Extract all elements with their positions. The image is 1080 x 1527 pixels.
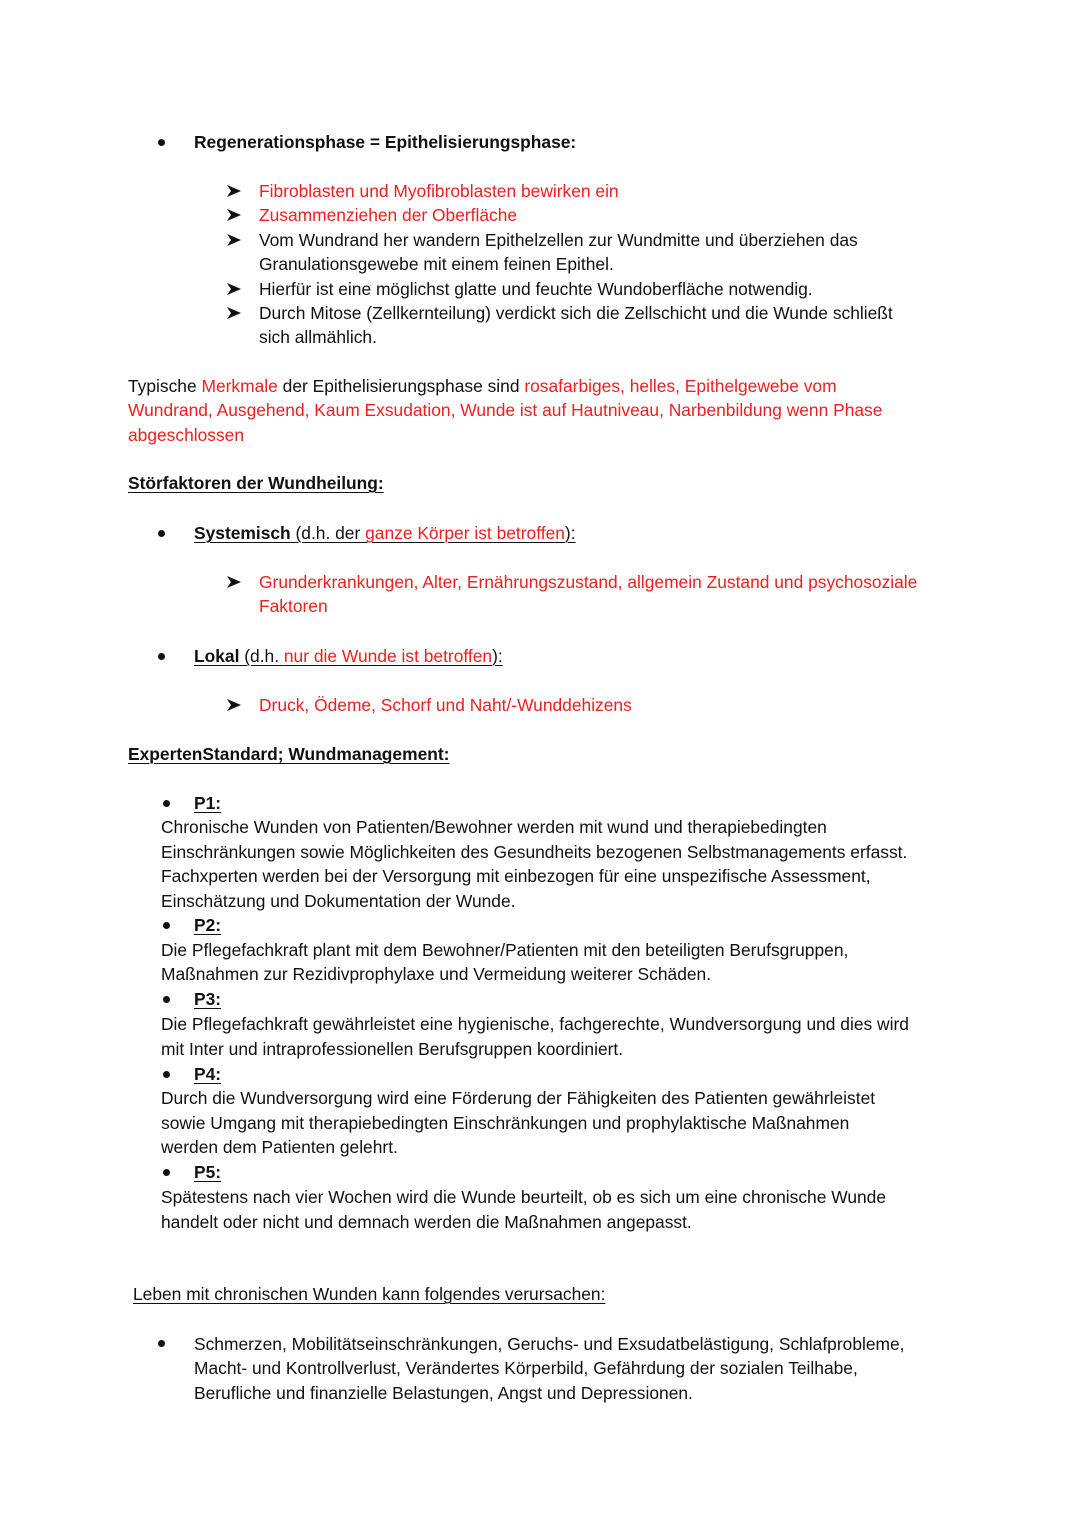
bullet-dot-icon <box>158 1340 165 1347</box>
regeneration-item-continuation: sich allmählich. <box>259 327 377 347</box>
bullet-dot-icon <box>158 530 165 537</box>
arrowhead-bullet-icon <box>226 282 242 296</box>
point-label-p2: P2: <box>194 915 222 935</box>
bullet-dot-icon <box>163 1071 170 1078</box>
point-p1-line: Einschränkungen sowie Möglichkeiten des Gesundheits bezogenen Selbstmanagements erfasst. <box>161 842 908 862</box>
bullet-dot-icon <box>163 800 170 807</box>
regeneration-heading: Regenerationsphase = Epithelisierungsphase: <box>194 132 577 152</box>
point-p1-line: Einschätzung und Dokumentation der Wunde. <box>161 891 516 911</box>
chronisch-line: Macht- und Kontrollverlust, Verändertes Körperbild, Gefährdung der sozialen Teilhabe, <box>194 1358 858 1378</box>
arrowhead-bullet-icon <box>226 233 242 247</box>
point-p3-line: Die Pflegefachkraft gewährleistet eine hygienische, fachgerechte, Wundversorgung und dies wird <box>161 1014 909 1034</box>
stoerfaktoren-heading: Störfaktoren der Wundheilung: <box>128 473 384 493</box>
arrowhead-bullet-icon <box>226 698 242 712</box>
chronisch-line: Schmerzen, Mobilitätseinschränkungen, Geruchs- und Exsudatbelästigung, Schlafprobleme, <box>194 1334 905 1354</box>
point-p1-line: Chronische Wunden von Patienten/Bewohner werden mit wund und therapiebedingten <box>161 817 827 837</box>
lokal-paren-close: ): <box>492 646 503 666</box>
regeneration-item: Durch Mitose (Zellkernteilung) verdickt sich die Zellschicht und die Wunde schließt <box>259 303 893 323</box>
chronisch-heading: Leben mit chronischen Wunden kann folgendes verursachen: <box>133 1284 606 1304</box>
merkmale-line-3: abgeschlossen <box>128 425 245 445</box>
systemisch-line <box>194 521 576 545</box>
lokal-item: Druck, Ödeme, Schorf und Naht/-Wunddehizens <box>259 695 632 715</box>
merkmale-red-text: rosafarbiges, helles, Epithelgewebe vom <box>524 376 837 396</box>
arrowhead-bullet-icon <box>226 306 242 320</box>
point-p5-line: Spätestens nach vier Wochen wird die Wunde beurteilt, ob es sich um eine chronische Wunde <box>161 1187 887 1207</box>
merkmale-keyword: Merkmale <box>201 376 278 396</box>
arrowhead-bullet-icon <box>226 184 242 198</box>
systemisch-paren-open: (d.h. der <box>290 523 366 543</box>
point-label-p3: P3: <box>194 989 222 1009</box>
bullet-dot-icon <box>163 996 170 1003</box>
bullet-dot-icon <box>158 139 165 146</box>
systemisch-label: Systemisch <box>194 523 291 543</box>
merkmale-line-1 <box>128 374 837 398</box>
regeneration-item: Zusammenziehen der Oberfläche <box>259 205 518 225</box>
point-p1-line: Fachxperten werden bei der Versorgung mit einbezogen für eine unspezifische Assessment, <box>161 866 871 886</box>
systemisch-paren-close: ): <box>564 523 576 543</box>
point-label-p4: P4: <box>194 1064 222 1084</box>
systemisch-item: Grunderkrankungen, Alter, Ernährungszustand, allgemein Zustand und psychosoziale <box>259 572 918 592</box>
point-p2-line: Die Pflegefachkraft plant mit dem Bewohner/Patienten mit den beteiligten Berufsgruppen, <box>161 940 849 960</box>
point-label-p5: P5: <box>194 1162 222 1182</box>
systemisch-item-continuation: Faktoren <box>259 596 328 616</box>
lokal-line <box>194 644 503 668</box>
point-p4-line: sowie Umgang mit therapiebedingten Einschränkungen und prophylaktische Maßnahmen <box>161 1113 850 1133</box>
point-p4-line: Durch die Wundversorgung wird eine Förderung der Fähigkeiten des Patienten gewährleistet <box>161 1088 876 1108</box>
merkmale-middle: der Epithelisierungsphase sind <box>277 376 525 396</box>
regeneration-item: Fibroblasten und Myofibroblasten bewirken ein <box>259 181 619 201</box>
point-p2-line: Maßnahmen zur Rezidivprophylaxe und Vermeidung weiterer Schäden. <box>161 964 712 984</box>
point-p3-line: mit Inter und intraprofessionellen Berufsgruppen koordiniert. <box>161 1039 624 1059</box>
lokal-paren-open: (d.h. <box>239 646 284 666</box>
merkmale-prefix: Typische <box>128 376 202 396</box>
expertenstandard-heading: ExpertenStandard; Wundmanagement: <box>128 744 450 764</box>
lokal-paren-red: nur die Wunde ist betroffen <box>283 646 493 666</box>
regeneration-item-continuation: Granulationsgewebe mit einem feinen Epithel. <box>259 254 614 274</box>
systemisch-paren-red: ganze Körper ist betroffen <box>365 523 565 543</box>
bullet-dot-icon <box>163 922 170 929</box>
arrowhead-bullet-icon <box>226 208 242 222</box>
bullet-dot-icon <box>158 653 165 660</box>
bullet-dot-icon <box>163 1169 170 1176</box>
chronisch-line: Berufliche und finanzielle Belastungen, Angst und Depressionen. <box>194 1383 693 1403</box>
regeneration-item: Vom Wundrand her wandern Epithelzellen zur Wundmitte und überziehen das <box>259 230 858 250</box>
arrowhead-bullet-icon <box>226 575 242 589</box>
point-p4-line: werden dem Patienten gelehrt. <box>161 1137 398 1157</box>
point-label-p1: P1: <box>194 793 222 813</box>
point-p5-line: handelt oder nicht und demnach werden die Maßnahmen angepasst. <box>161 1212 692 1232</box>
regeneration-item: Hierfür ist eine möglichst glatte und feuchte Wundoberfläche notwendig. <box>259 279 813 299</box>
lokal-label: Lokal <box>194 646 240 666</box>
merkmale-line-2: Wundrand, Ausgehend, Kaum Exsudation, Wunde ist auf Hautniveau, Narbenbildung wenn Phase <box>128 400 883 420</box>
